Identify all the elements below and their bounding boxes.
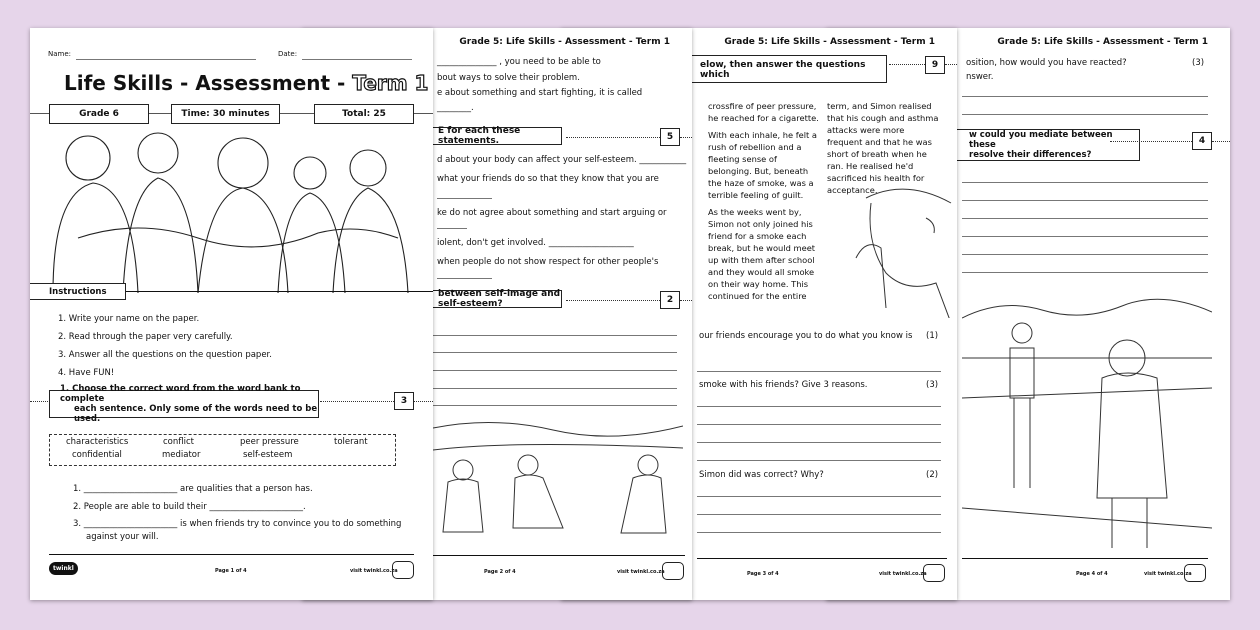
sentence-item: 3. ______________________ is when friends try to convince you to do something [73,519,402,529]
friends-sitting-illustration [433,420,683,548]
marks: (3) [926,380,939,390]
sentence-item: against your will. [86,532,159,542]
name-field[interactable] [76,59,256,60]
question-text: Simon did was correct? Why? [699,470,824,480]
word-bank [49,434,396,466]
site-link: visit twinkl.co.za [1144,571,1192,577]
marks: (2) [926,470,939,480]
grade-badge: Grade 6 [49,104,149,124]
story-paragraph: As the weeks went by, Simon not only joined his friend for a smoke each break, but he would meet up with them after school and they would all smoke on their way home. This continued for the entire [708,207,816,301]
question-1-box [49,384,319,424]
sentence-item: 1. ______________________ are qualities that a person has. [73,484,313,494]
question-text: our friends encourage you to do what you know is [699,331,913,341]
word-bank-item: self-esteem [243,450,293,460]
word-bank-item: tolerant [334,437,368,447]
statement: when people do not show respect for other people's [437,257,659,267]
question-text: smoke with his friends? Give 3 reasons. [699,380,868,390]
quality-badge-icon [392,561,414,579]
page-number: Page 1 of 4 [215,568,247,574]
instruction-item: 1. Write your name on the paper. [58,314,200,324]
story-column-1 [708,100,823,307]
statement: what your friends do so that they know that you are [437,174,659,184]
site-link: visit twinkl.co.za [350,568,398,574]
question-5-box [936,129,1140,161]
word-bank-item: characteristics [66,437,129,447]
question-2-box: E for each these statements. [402,127,562,145]
sentence-item: 2. People are able to build their ______________________. [73,502,306,512]
marks-box: 3 [394,392,414,410]
question-text: bout ways to solve their problem. [437,73,580,83]
statement: d about your body can affect your self-esteem. ___________ [437,155,687,165]
question-text: ________. [437,103,474,113]
date-label: Date: [278,50,298,58]
page-header: Grade 5: Life Skills - Assessment - Term 1 [459,37,670,47]
question-text: e about something and start fighting, it is called [437,88,643,98]
page-number: Page 4 of 4 [1076,571,1108,577]
friends-group-illustration [48,128,413,293]
question-text: ______________ , you need to be able to [437,57,601,67]
name-label: Name: [48,50,72,58]
page-number: Page 3 of 4 [747,571,779,577]
marks-box: 5 [660,128,680,146]
word-bank-item: mediator [162,450,201,460]
question-text: resolve their differences? [969,150,1092,160]
title-text: Life Skills - Assessment - [64,71,353,95]
instruction-item: 2. Read through the paper very carefully. [58,332,233,342]
site-link: visit twinkl.co.za [879,571,927,577]
story-column-2: term, and Simon realised that his cough and asthma attacks were more frequent and that he was short of breath when he ran. He realised he'd sacrificed his health for acceptance. [827,101,939,195]
time-badge: Time: 30 minutes [171,104,280,124]
twinkl-logo: twinkl [49,562,78,575]
instruction-item: 4. Have FUN! [58,368,115,378]
question-text: osition, how would you have reacted? [966,58,1127,68]
statement: ke do not agree about something and start arguing or [437,208,667,218]
boy-with-inhaler-illustration [846,178,956,318]
date-field[interactable] [302,59,412,60]
story-paragraph: With each inhale, he felt a rush of rebellion and a fleeting sense of belonging. But, beneath the haze of smoke, was a terrible feeling of guilt. [708,130,818,200]
worksheet-page-1 [30,28,433,600]
question-text: nswer. [966,72,994,82]
marks: (3) [1192,58,1205,68]
site-link: visit twinkl.co.za [617,569,665,575]
page-title [64,71,428,95]
page-number: Page 2 of 4 [484,569,516,575]
total-badge: Total: 25 [314,104,414,124]
marks-box: 9 [925,56,945,74]
instructions-heading: Instructions [30,283,126,300]
story-paragraph: crossfire of peer pressure, he reached for a cigarette. [708,101,819,123]
page-header: Grade 5: Life Skills - Assessment - Term 1 [997,37,1208,47]
question-3-box: between self-image and self-esteem? [402,290,562,308]
word-bank-item: peer pressure [240,437,299,447]
quality-badge-icon [1184,564,1206,582]
marks-box: 2 [660,291,680,309]
statement: iolent, don't get involved. ____________________ [437,238,634,248]
question-text: 1. Choose the correct word from the word bank to complete [60,384,301,404]
instruction-item: 3. Answer all the questions on the question paper. [58,350,272,360]
question-text: w could you mediate between these [969,130,1113,150]
word-bank-item: confidential [72,450,122,460]
marks: (1) [926,331,939,341]
children-conflict-illustration [962,298,1212,558]
title-term: Term 1 [352,71,429,95]
question-4-box: elow, then answer the questions which [661,55,887,83]
marks-box: 4 [1192,132,1212,150]
page-header: Grade 5: Life Skills - Assessment - Term 1 [724,37,935,47]
question-text: each sentence. Only some of the words need to be used. [74,404,318,424]
quality-badge-icon [662,562,684,580]
word-bank-item: conflict [163,437,194,447]
quality-badge-icon [923,564,945,582]
